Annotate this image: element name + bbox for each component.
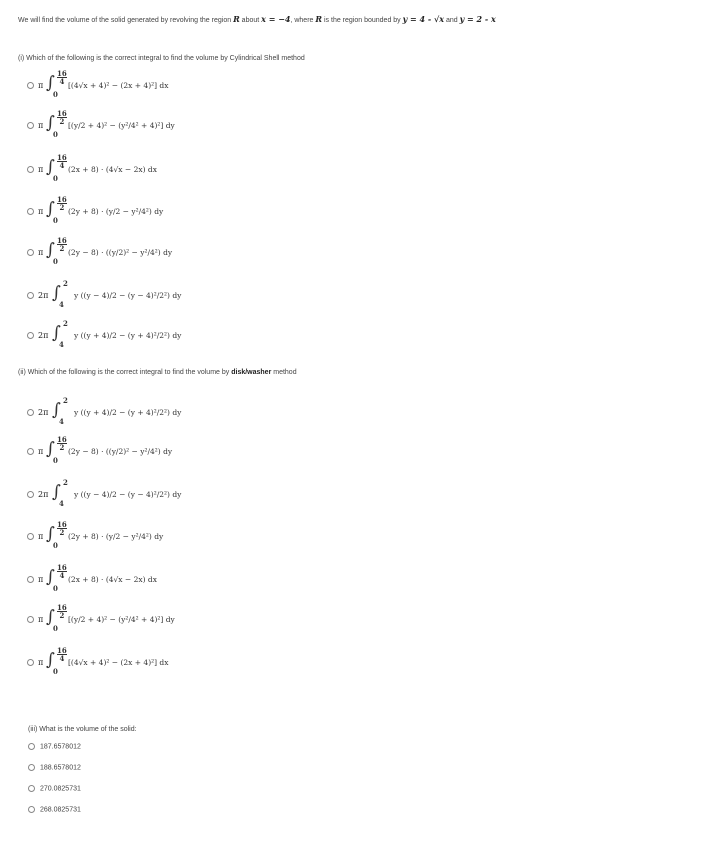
lower-limit: 4 [59, 417, 64, 426]
radio-button[interactable] [27, 166, 34, 173]
integrand: [(y/2 + 4)² − (y²/4² + 4)²] dy [68, 121, 175, 130]
radio-button[interactable] [27, 448, 34, 455]
integral-sign: ∫ [46, 199, 55, 219]
lower-limit: 0 [53, 456, 58, 465]
integral-sign: ∫ [52, 323, 61, 343]
radio-button[interactable] [27, 82, 34, 89]
coefficient: π [38, 207, 44, 216]
radio-button[interactable] [28, 806, 35, 813]
question-3-prompt: (iii) What is the volume of the solid: [28, 726, 137, 733]
radio-button[interactable] [27, 616, 34, 623]
coefficient: π [38, 658, 44, 667]
lower-limit: 0 [53, 216, 58, 225]
coefficient: π [38, 81, 44, 90]
lower-limit: 0 [53, 130, 58, 139]
answer-label: 270.0825731 [40, 785, 81, 793]
coefficient: π [38, 575, 44, 584]
integral-sign: ∫ [52, 400, 61, 420]
intro-text: and [445, 17, 458, 24]
radio-button[interactable] [27, 659, 34, 666]
lower-limit: 4 [59, 300, 64, 309]
lower-limit: 0 [53, 174, 58, 183]
coefficient: π [38, 532, 44, 541]
integral-sign: ∫ [46, 567, 55, 587]
answer-label: 187.6578012 [40, 743, 81, 751]
radio-button[interactable] [27, 122, 34, 129]
coefficient: 2π [38, 291, 49, 300]
integral-sign: ∫ [46, 240, 55, 260]
intro-text: We will find the volume of the solid generated by revolving the region [18, 17, 232, 24]
coefficient: π [38, 447, 44, 456]
integrand: (2y + 8) · (y/2 − y²/4²) dy [68, 532, 164, 541]
integral-sign: ∫ [46, 607, 55, 627]
integrand: [(4√x + 4)² − (2x + 4)²] dx [68, 81, 169, 90]
answer-choice-1[interactable] [28, 743, 81, 750]
radio-button[interactable] [28, 785, 35, 792]
integrand: y ((y + 4)/2 − (y + 4)²/2²) dy [74, 408, 182, 417]
upper-limit: 16 2 [57, 109, 67, 126]
radio-button[interactable] [27, 491, 34, 498]
question-2-prompt [18, 369, 297, 376]
radio-button[interactable] [27, 292, 34, 299]
integrand: (2y − 8) · ((y/2)² − y²/4²) dy [68, 447, 173, 456]
radio-button[interactable] [27, 249, 34, 256]
coefficient: π [38, 615, 44, 624]
method-name: disk/washer [231, 369, 272, 376]
answer-choice-2[interactable] [28, 764, 81, 771]
radio-button[interactable] [28, 764, 35, 771]
radio-button[interactable] [28, 743, 35, 750]
prompt-text: (ii) Which of the following is the correct integral to find the volume by [18, 369, 230, 376]
upper-limit: 16 4 [57, 646, 67, 663]
answer-label: 268.0825731 [40, 806, 81, 814]
prompt-text: method [273, 369, 297, 376]
region-symbol: R [233, 14, 240, 24]
upper-limit: 2 [63, 319, 68, 328]
answer-choice-3[interactable] [28, 785, 81, 792]
axis-of-revolution: x = −4 [261, 14, 291, 24]
answer-choice-4[interactable] [28, 806, 81, 813]
intro-text: about [241, 17, 260, 24]
lower-limit: 0 [53, 541, 58, 550]
upper-limit: 2 [63, 279, 68, 288]
integral-sign: ∫ [46, 650, 55, 670]
upper-limit: 16 4 [57, 69, 67, 86]
lower-limit: 4 [59, 499, 64, 508]
coefficient: 2π [38, 408, 49, 417]
integrand: (2y + 8) · (y/2 − y²/4²) dy [68, 207, 164, 216]
integrand: (2y − 8) · ((y/2)² − y²/4²) dy [68, 248, 173, 257]
coefficient: 2π [38, 331, 49, 340]
lower-limit: 0 [53, 624, 58, 633]
coefficient: π [38, 121, 44, 130]
coefficient: π [38, 165, 44, 174]
integral-sign: ∫ [52, 283, 61, 303]
integral-sign: ∫ [46, 113, 55, 133]
integrand: [(y/2 + 4)² − (y²/4² + 4)²] dy [68, 615, 175, 624]
integrand: [(4√x + 4)² − (2x + 4)²] dx [68, 658, 169, 667]
upper-limit: 16 4 [57, 563, 67, 580]
curve-2: y = 2 - x [459, 14, 496, 24]
integrand: (2x + 8) · (4√x − 2x) dx [68, 165, 157, 174]
upper-limit: 16 4 [57, 153, 67, 170]
upper-limit: 16 2 [57, 236, 67, 253]
intro-text: is the region bounded by [324, 17, 401, 24]
problem-statement [18, 14, 496, 24]
radio-button[interactable] [27, 576, 34, 583]
integral-sign: ∫ [46, 439, 55, 459]
coefficient: π [38, 248, 44, 257]
intro-text: , where [290, 17, 314, 24]
upper-limit: 16 2 [57, 435, 67, 452]
integrand: (2x + 8) · (4√x − 2x) dx [68, 575, 157, 584]
radio-button[interactable] [27, 533, 34, 540]
upper-limit: 16 2 [57, 603, 67, 620]
lower-limit: 0 [53, 257, 58, 266]
lower-limit: 0 [53, 584, 58, 593]
integral-sign: ∫ [52, 482, 61, 502]
answer-label: 188.6578012 [40, 764, 81, 772]
lower-limit: 0 [53, 667, 58, 676]
radio-button[interactable] [27, 332, 34, 339]
lower-limit: 0 [53, 90, 58, 99]
coefficient: 2π [38, 490, 49, 499]
upper-limit: 2 [63, 396, 68, 405]
region-symbol: R [315, 14, 323, 24]
curve-1: y = 4 - √x [402, 14, 445, 24]
integral-sign: ∫ [46, 73, 55, 93]
integrand: y ((y − 4)/2 − (y − 4)²/2²) dy [74, 490, 182, 499]
integral-sign: ∫ [46, 157, 55, 177]
integrand: y ((y − 4)/2 − (y − 4)²/2²) dy [74, 291, 182, 300]
upper-limit: 16 2 [57, 195, 67, 212]
question-1-prompt: (i) Which of the following is the correct integral to find the volume by Cylindrical Shell method [18, 55, 305, 62]
integral-sign: ∫ [46, 524, 55, 544]
upper-limit: 2 [63, 478, 68, 487]
lower-limit: 4 [59, 340, 64, 349]
radio-button[interactable] [27, 409, 34, 416]
upper-limit: 16 2 [57, 520, 67, 537]
radio-button[interactable] [27, 208, 34, 215]
integrand: y ((y + 4)/2 − (y + 4)²/2²) dy [74, 331, 182, 340]
